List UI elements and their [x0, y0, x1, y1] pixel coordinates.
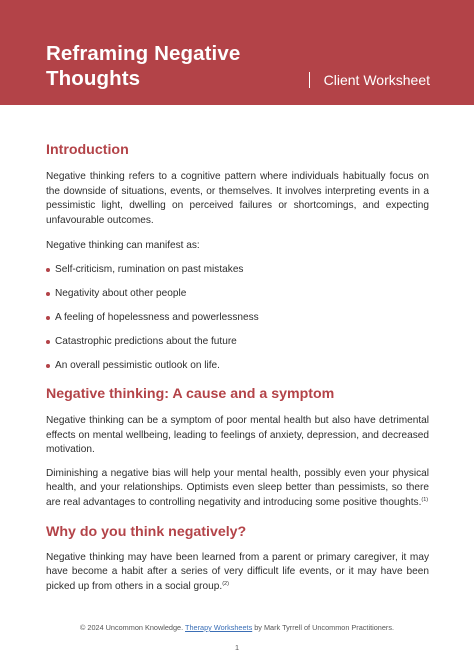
- cause-symptom-paragraph-2-text: Diminishing a negative bias will help your mental health, possibly even your physical health, and your relationships. Optimists even sleep better than pessimists, so there are real advantages to controlling negativity and introducing some positive thoughts.: [46, 467, 429, 508]
- reference-1[interactable]: (1): [421, 496, 429, 503]
- list-item-text: Self-criticism, rumination on past mistakes: [55, 263, 244, 275]
- cause-symptom-paragraph-2: [46, 467, 429, 511]
- reference-2[interactable]: (2): [222, 580, 229, 587]
- why-paragraph: [46, 551, 429, 595]
- therapy-worksheets-link[interactable]: Therapy Worksheets: [185, 623, 253, 632]
- cause-symptom-paragraph-1: Negative thinking can be a symptom of poor mental health but also have detrimental effects on mental wellbeing, leading to feelings of anxiety, depression, and decreased motivation.: [46, 414, 429, 456]
- list-item: [46, 359, 429, 373]
- bullet-icon: [46, 268, 50, 272]
- worksheet-type: [309, 70, 430, 90]
- why-paragraph-text: Negative thinking may have been learned from a parent or primary caregiver, it may have become a habit after a series of very difficult life events, or it may have been picked up from others in a social group.: [46, 551, 429, 592]
- worksheet-title-line1: Reframing Negative: [46, 42, 241, 65]
- introduction-heading: Introduction: [46, 142, 129, 158]
- list-item-text: Negativity about other people: [55, 287, 187, 299]
- header-banner: [0, 0, 474, 105]
- copyright-text: © 2024 Uncommon Knowledge.: [79, 623, 184, 632]
- worksheet-body: [46, 136, 429, 594]
- page-number: 1: [234, 643, 240, 652]
- footer: [0, 623, 474, 633]
- list-item: [46, 335, 429, 349]
- list-item: [46, 311, 429, 325]
- header-divider: [309, 72, 310, 88]
- list-item: [46, 263, 429, 277]
- bullet-icon: [46, 316, 50, 320]
- cause-symptom-heading: Negative thinking: A cause and a symptom: [46, 385, 335, 402]
- manifest-intro: Negative thinking can manifest as:: [46, 240, 200, 252]
- list-item-text: A feeling of hopelessness and powerlessness: [55, 311, 259, 323]
- worksheet-title-line2: Thoughts: [46, 67, 141, 90]
- bullet-icon: [46, 364, 50, 368]
- author-credit: by Mark Tyrrell of Uncommon Practitioners.: [254, 623, 395, 632]
- introduction-paragraph: Negative thinking refers to a cognitive pattern where individuals habitually focus on the downside of situations, events, or themselves. It involves interpreting events in a pessimistic light, dwelling on perceived failures or shortcomings, and expecting unfavourable outcomes.: [46, 171, 429, 226]
- list-item: [46, 287, 429, 301]
- why-heading: Why do you think negatively?: [46, 523, 247, 540]
- bullet-icon: [46, 292, 50, 296]
- worksheet-subtitle: Client Worksheet: [323, 72, 430, 88]
- list-item-text: An overall pessimistic outlook on life.: [55, 359, 220, 371]
- list-item-text: Catastrophic predictions about the future: [55, 335, 237, 347]
- worksheet-title: [46, 41, 240, 91]
- bullet-icon: [46, 340, 50, 344]
- manifestation-list: [46, 263, 429, 373]
